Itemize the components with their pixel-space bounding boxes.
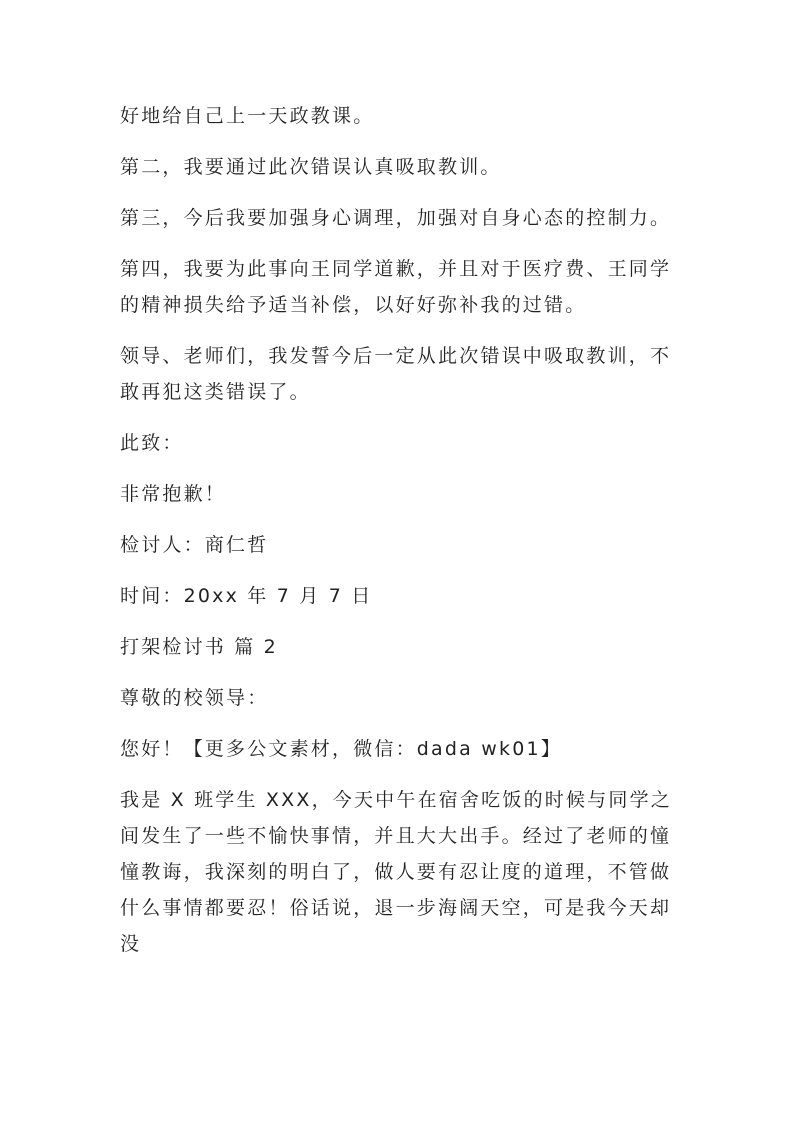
greeting-line: 您好！【更多公文素材，微信：dada wk01】 bbox=[120, 738, 562, 760]
date-line: 时间：20xx 年 7 月 7 日 bbox=[120, 585, 373, 607]
paragraph-point-three: 第三，今后我要加强身心调理，加强对自身心态的控制力。 bbox=[120, 207, 672, 229]
section-title: 打架检讨书 篇 2 bbox=[120, 636, 278, 658]
document-body bbox=[120, 98, 680, 977]
closing-apology: 非常抱歉！ bbox=[120, 483, 227, 505]
signature-line: 检讨人：商仁哲 bbox=[120, 534, 269, 556]
paragraph-continuation: 好地给自己上一天政教课。 bbox=[120, 105, 375, 127]
closing-salutation: 此致： bbox=[120, 432, 184, 454]
greeting-addressee: 尊敬的校领导： bbox=[120, 687, 269, 709]
paragraph-point-four: 第四，我要为此事向王同学道歉，并且对于医疗费、王同学的精神损失给予适当补偿，以好好弥补我的过错。 bbox=[120, 258, 672, 316]
paragraph-point-two: 第二，我要通过此次错误认真吸取教训。 bbox=[120, 156, 502, 178]
paragraph-pledge: 领导、老师们，我发誓今后一定从此次错误中吸取教训，不敢再犯这类错误了。 bbox=[120, 345, 672, 403]
paragraph-body: 我是 X 班学生 XXX，今天中午在宿舍吃饭的时候与同学之间发生了一些不愉快事情，并且大大出手。经过了老师的憧憧教诲，我深刻的明白了，做人要有忍让度的道理，不管做什么事情都要忍！俗话说，退一步海阔天空，可是我今天却没 bbox=[120, 789, 672, 955]
